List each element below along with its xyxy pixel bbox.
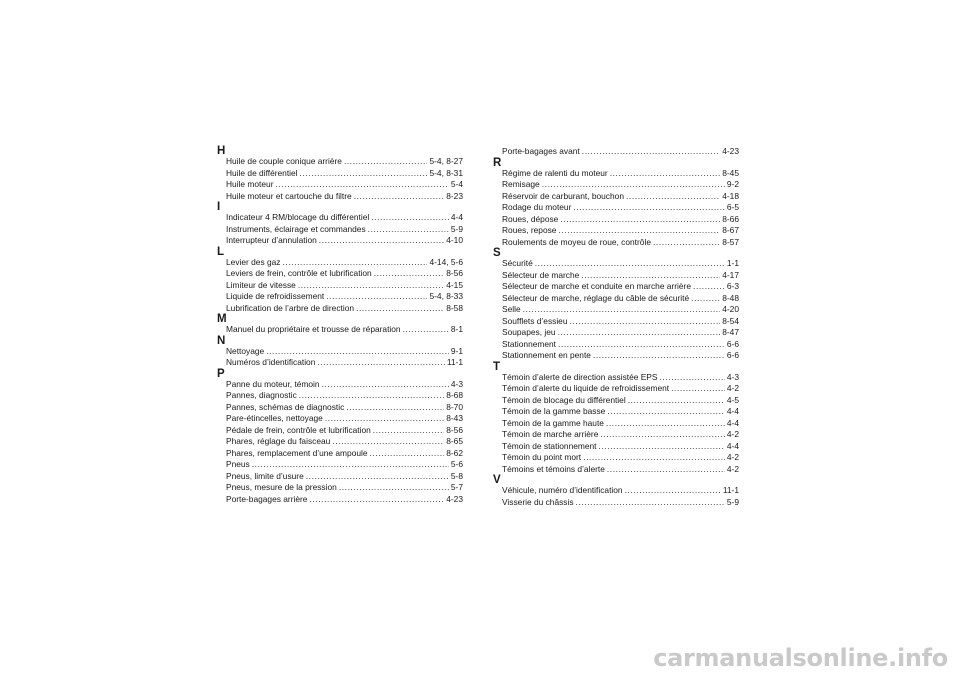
index-entry-page: 5-7 [450,482,463,492]
index-entry-term: Sélecteur de marche, réglage du câble de sécurité [502,292,690,303]
index-entry [217,346,463,358]
index-entry-page: 4-15 [446,279,463,290]
index-entry-page: 6-6 [726,338,739,349]
dot-leader [626,191,720,203]
index-entry-term: Témoin de la gamme haute [502,417,604,428]
index-entry-page: 6-3 [726,281,739,291]
index-entry-page: 5-9 [726,496,739,507]
index-entry-page: 5-9 [450,223,463,234]
dot-leader [542,179,725,191]
index-entry-term: Témoin de la gamme basse [502,406,606,416]
index-entry [493,237,739,249]
index-entry-page: 8-47 [722,327,739,337]
dot-leader [693,281,725,293]
index-entry-page: 4-23 [722,146,739,156]
dot-leader [583,452,725,464]
index-entry-term: Huile de différentiel [226,167,298,178]
index-entry-page: 8-67 [722,225,739,235]
index-entry-term: Porte-bagages avant [502,146,580,156]
dot-leader [300,168,428,180]
index-entry-term: Sécurité [502,258,533,268]
index-entry-page: 8-56 [446,424,463,435]
dot-leader [322,379,449,391]
dot-leader [607,406,725,418]
dot-leader [558,225,720,237]
index-entry [217,379,463,391]
index-entry-term: Pédale de frein, contrôle et lubrification [226,424,371,435]
dot-leader [691,293,720,305]
index-entry [217,212,463,224]
index-entry-page: 8-54 [722,315,739,326]
index-entry-page: 9-1 [450,345,463,356]
dot-leader [346,402,444,414]
dot-leader [371,212,449,224]
index-entry-page: 4-4 [726,440,739,451]
dot-leader [344,156,428,168]
dot-leader [671,383,725,395]
index-entry-page: 4-14, 5-6 [429,256,463,267]
index-entry [217,280,463,292]
index-entry-term: Pannes, schémas de diagnostic [226,401,345,412]
dot-leader [309,494,444,506]
index-entry [217,257,463,269]
index-entry [217,156,463,168]
index-entry-term: Pneus [226,459,250,469]
dot-leader [659,372,724,384]
dot-leader [282,257,427,269]
index-entry-term: Selle [502,304,521,314]
index-entry-term: Phares, réglage du faisceau [226,436,331,446]
index-entry [493,418,739,430]
index-entry [493,406,739,418]
index-entry [217,291,463,303]
index-entry-page: 4-2 [726,463,739,474]
index-entry [493,168,739,180]
index-entry [217,191,463,203]
index-entry [217,425,463,437]
index-entry-term: Roues, repose [502,225,557,235]
index-entry [217,494,463,506]
index-entry-page: 8-65 [446,436,463,446]
dot-leader [374,268,445,280]
index-entry-term: Véhicule, numéro d’identification [502,485,623,495]
dot-leader [319,235,444,247]
index-entry-term: Manuel du propriétaire et trousse de réparation [226,324,401,334]
index-entry-page: 4-2 [726,383,739,393]
index-entry-page: 8-68 [446,390,463,400]
dot-leader [325,413,444,425]
index-entry [217,413,463,425]
index-entry [493,327,739,339]
index-entry-page: 8-43 [446,413,463,423]
index-entry [217,436,463,448]
index-entry [493,202,739,214]
index-letter-heading: M [217,313,227,325]
dot-leader [373,425,444,437]
index-entry-term: Sélecteur de marche [502,269,580,280]
index-entry-page: 9-2 [726,179,739,189]
dot-leader [653,237,720,249]
index-entry-page: 4-20 [722,304,739,314]
index-entry [493,281,739,293]
index-entry-page: 4-3 [450,378,463,389]
index-entry-term: Liquide de refroidissement [226,291,325,301]
index-entry [217,168,463,180]
index-entry [493,339,739,351]
index-entry-page: 5-8 [450,470,463,481]
index-entry [217,357,463,369]
index-entry-term: Pannes, diagnostic [226,390,297,400]
index-entry [217,448,463,460]
index-entry [217,224,463,236]
index-entry-term: Instruments, éclairage et commandes [226,223,366,234]
dot-leader [600,429,725,441]
dot-leader [266,346,449,358]
dot-leader [599,441,725,453]
index-entry-term: Porte-bagages arrière [226,493,308,504]
index-entry-term: Indicateur 4 RM/blocage du différentiel [226,212,370,222]
watermark: carmanualsonline.info [653,644,948,672]
index-entry-term: Pneus, limite d’usure [226,470,304,481]
index-entry-term: Rodage du moteur [502,202,572,212]
index-entry-page: 5-4 [450,179,463,189]
index-entry-term: Réservoir de carburant, bouchon [502,190,624,201]
dot-leader [570,316,721,328]
dot-leader [560,214,720,226]
dot-leader [326,291,427,303]
index-entry [493,350,739,362]
index-entry-term: Lubrification de l’arbre de direction [226,302,355,313]
dot-leader [299,390,444,402]
index-entry-page: 5-4, 8-31 [429,167,463,178]
index-letter-heading: P [217,367,225,380]
index-entry-term: Soufflets d’essieu [502,315,568,326]
index-entry [493,372,739,384]
index-entry-page: 4-4 [450,212,463,222]
index-entry [493,485,739,497]
dot-leader [558,339,725,351]
dot-leader [625,485,721,497]
index-entry [493,383,739,395]
index-entry [493,179,739,191]
index-entry-page: 4-23 [446,493,463,504]
dot-leader [356,303,444,315]
index-entry-page: 8-58 [446,302,463,313]
index-entry-term: Visserie du châssis [502,496,574,507]
dot-leader [332,436,444,448]
index-entry-term: Phares, remplacement d’une ampoule [226,447,368,458]
index-entry [493,395,739,407]
dot-leader [354,191,445,203]
index-letter-heading: R [493,156,502,169]
index-entry-page: 8-48 [722,292,739,303]
index-entry-page: 4-3 [726,371,739,382]
dot-leader [593,350,725,362]
index-entry-term: Panne du moteur, témoin [226,378,320,389]
index-entry-term: Témoins et témoins d’alerte [502,463,605,474]
index-entry-page: 5-4, 8-33 [429,291,463,301]
index-entry-page: 8-56 [446,268,463,278]
index-column-right [493,146,739,508]
index-entry [493,191,739,203]
dot-leader [573,202,725,214]
index-entry-page: 8-57 [722,236,739,247]
index-entry [493,293,739,305]
index-entry-page: 8-23 [446,190,463,201]
index-entry-term: Témoin de marche arrière [502,429,599,439]
dot-leader [298,280,444,292]
index-entry [493,429,739,441]
dot-leader [317,357,444,369]
index-entry-page: 8-70 [446,401,463,412]
index-entry [217,471,463,483]
index-letter-heading: H [217,145,226,157]
index-entry-term: Sélecteur de marche et conduite en marche arrière [502,281,692,291]
index-entry-term: Témoin de stationnement [502,440,597,451]
index-entry-term: Soupapes, jeu [502,327,556,337]
index-entry-page: 4-18 [722,190,739,201]
index-entry-term: Limiteur de vitesse [226,279,296,290]
index-entry-term: Stationnement [502,338,557,349]
dot-leader [370,448,445,460]
index-entry [217,303,463,315]
index-entry-page: 4-4 [726,406,739,416]
index-entry [493,270,739,282]
index-letter-heading: N [217,334,226,347]
index-entry [493,214,739,226]
index-entry-term: Témoin d’alerte de direction assistée EPS [502,371,658,382]
index-entry-page: 6-6 [726,350,739,360]
index-entry-page: 4-2 [726,429,739,439]
index-letter-heading: V [493,474,501,486]
index-entry-term: Pare-étincelles, nettoyage [226,413,323,423]
index-entry-term: Pneus, mesure de la pression [226,482,337,492]
index-letter-heading: L [217,245,225,258]
index-entry-term: Roues, dépose [502,213,559,224]
index-entry [493,258,739,270]
index-entry [217,390,463,402]
index-entry [493,452,739,464]
dot-leader [368,224,449,236]
index-entry [493,304,739,316]
index-entry-term: Huile moteur [226,179,274,189]
index-entry [493,316,739,328]
dot-leader [607,464,725,476]
index-entry [493,225,739,237]
dot-leader [523,304,721,316]
dot-leader [275,179,448,191]
index-entry [217,482,463,494]
index-entry [493,146,739,158]
index-entry [217,235,463,247]
dot-leader [535,258,725,270]
index-letter-heading: S [493,247,501,259]
index-entry-term: Stationnement en pente [502,350,591,360]
dot-leader [306,471,449,483]
dot-leader [558,327,721,339]
index-entry-page: 8-62 [446,447,463,458]
index-entry-page: 11-1 [722,485,739,495]
index-entry [493,441,739,453]
dot-leader [581,270,720,282]
index-entry [217,459,463,471]
index-entry-page: 4-2 [726,452,739,462]
index-entry-page: 1-1 [726,258,739,268]
index-entry-page: 6-5 [726,202,739,212]
index-entry-page: 4-4 [726,417,739,428]
index-letter-heading: T [493,360,501,373]
index-entry [217,402,463,414]
index-entry-term: Témoin d’alerte du liquide de refroidissement [502,383,670,393]
index-entry-page: 4-5 [726,394,739,405]
index-entry [217,324,463,336]
dot-leader [576,497,725,509]
index-entry-term: Leviers de frein, contrôle et lubrification [226,268,372,278]
index-entry [217,179,463,191]
dot-leader [606,418,725,430]
index-entry [493,464,739,476]
index-entry-page: 8-66 [722,213,739,224]
index-entry-term: Numéros d’identification [226,357,316,367]
index-entry-term: Huile de couple conique arrière [226,156,342,166]
index-letter-heading: I [217,201,221,213]
dot-leader [252,459,449,471]
index-entry-term: Interrupteur d’annulation [226,235,317,245]
index-entry-page: 4-17 [722,269,739,280]
dot-leader [403,324,449,336]
index-entry-page: 8-1 [450,324,463,334]
index-entry-term: Témoin de blocage du différentiel [502,394,626,405]
dot-leader [628,395,725,407]
index-entry-page: 5-6 [450,459,463,469]
index-entry-page: 8-45 [722,167,739,178]
index-entry-page: 5-4, 8-27 [429,156,463,166]
index-entry-term: Roulements de moyeu de roue, contrôle [502,236,651,247]
index-column-left [217,146,463,505]
dot-leader [610,168,721,180]
index-entry [217,268,463,280]
index-entry-page: 11-1 [446,357,463,367]
index-entry-term: Régime de ralenti du moteur [502,167,608,178]
index-entry [493,497,739,509]
index-entry-term: Levier des gaz [226,256,281,267]
dot-leader [339,482,449,494]
index-entry-term: Huile moteur et cartouche du filtre [226,190,352,201]
index-entry-page: 4-10 [446,235,463,245]
index-entry-term: Nettoyage [226,345,265,356]
index-entry-term: Remisage [502,179,540,189]
index-entry-term: Témoin du point mort [502,452,582,462]
dot-leader [582,146,720,158]
